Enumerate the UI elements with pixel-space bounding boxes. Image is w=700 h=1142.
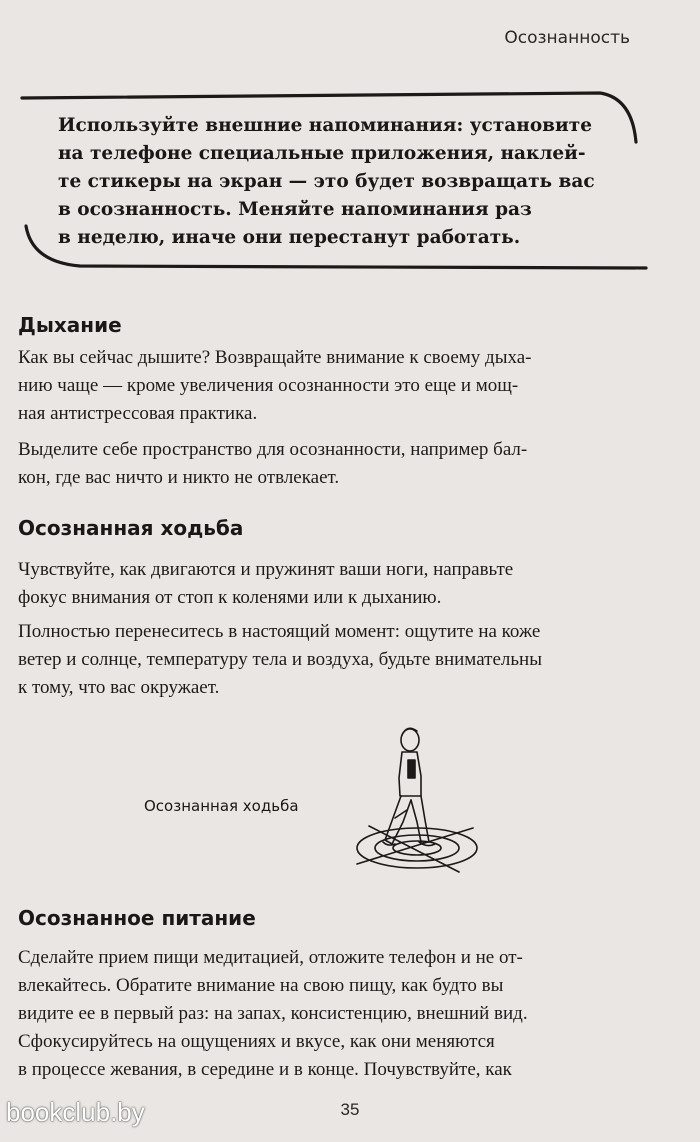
paragraph-breathing-2 (18, 436, 630, 492)
callout-line: в осознанность. Меняйте напоминания раз (58, 199, 532, 220)
text-line: ная антистрессовая практика. (18, 403, 258, 424)
watermark-logo: bookclub.by (6, 1097, 145, 1127)
text-line: ветер и солнце, температуру тела и воздуха, будьте внимательны (18, 649, 542, 670)
paragraph-eating-1 (18, 944, 630, 1084)
paragraph-breathing-1 (18, 344, 630, 428)
text-line: влекайтесь. Обратите внимание на свою пищу, как будто вы (18, 975, 504, 996)
page-number: 35 (340, 1100, 360, 1119)
text-line: Выделите себе пространство для осознанности, например бал- (18, 439, 528, 460)
heading-breathing: Дыхание (18, 313, 122, 337)
paragraph-walking-1 (18, 556, 630, 612)
heading-eating: Осознанное питание (18, 906, 256, 930)
paragraph-walking-2 (18, 618, 630, 702)
text-line: видите ее в первый раз: на запах, консистенцию, внешний вид. (18, 1003, 528, 1024)
text-line: к тому, что вас окружает. (18, 677, 220, 698)
figure-caption: Осознанная ходьба (144, 797, 299, 815)
text-line: кон, где вас ничто и никто не отвлекает. (18, 467, 340, 488)
callout-line: на телефоне специальные приложения, наклей- (58, 143, 586, 164)
text-line: Как вы сейчас дышите? Возвращайте внимание к своему дыха- (18, 347, 532, 368)
text-line: фокус внимания от стоп к коленями или к дыханию. (18, 587, 442, 608)
text-line: Чувствуйте, как двигаются и пружинят ваши ноги, направьте (18, 559, 514, 580)
text-line: Полностью перенеситесь в настоящий момент: ощутите на коже (18, 621, 541, 642)
callout-tip (58, 112, 618, 252)
callout-line: в неделю, иначе они перестанут работать. (58, 227, 521, 248)
text-line: Сделайте прием пищи медитацией, отложите телефон и не от- (18, 947, 523, 968)
heading-walking: Осознанная ходьба (18, 516, 244, 540)
callout-line: те стикеры на экран — это будет возвращать вас (58, 171, 595, 192)
text-line: Сфокусируйтесь на ощущениях и вкусе, как они меняются (18, 1031, 495, 1052)
text-line: в процессе жевания, в середине и в конце. Почувствуйте, как (18, 1059, 512, 1080)
text-line: нию чаще — кроме увеличения осознанности это еще и мощ- (18, 375, 519, 396)
running-head: Осознанность (504, 28, 630, 48)
walking-person-illustration (355, 718, 495, 878)
callout-line: Используйте внешние напоминания: установите (58, 115, 592, 136)
